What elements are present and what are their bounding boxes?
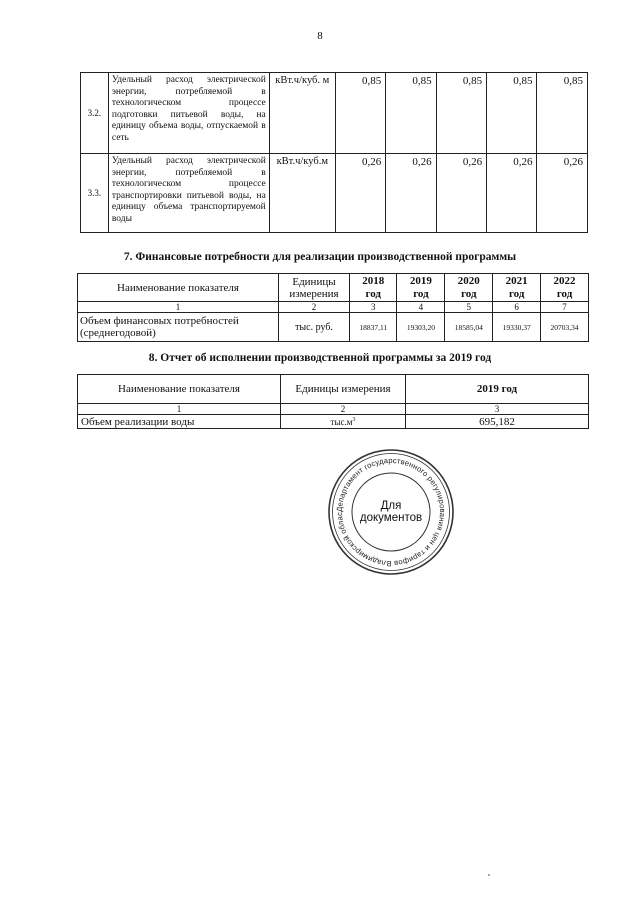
column-header-year: 2020 год	[445, 274, 493, 302]
column-index-row	[78, 302, 589, 313]
indicator-unit: тыс. руб.	[279, 313, 350, 342]
column-index: 6	[493, 302, 541, 313]
column-header-year: 2022 год	[541, 274, 589, 302]
indicator-name: Удельный расход электрической энергии, потребляемой в технологическом процессе транспортировки питьевой воды, на единицу объема транспортируемой воды	[108, 154, 269, 233]
indicator-value: 0,26	[487, 154, 537, 233]
indicator-value: 0,26	[386, 154, 436, 233]
row-number: 3.2.	[81, 73, 109, 154]
column-header-unit: Единицы измерения	[281, 375, 406, 404]
indicator-value: 0,26	[537, 154, 588, 233]
indicator-value: 19303,20	[397, 313, 445, 342]
table-row	[78, 415, 589, 429]
column-index: 1	[78, 404, 281, 415]
column-header-name: Наименование показателя	[78, 375, 281, 404]
column-index: 4	[397, 302, 445, 313]
indicator-value: 0,26	[436, 154, 486, 233]
stamp-center-text	[326, 447, 456, 577]
table-header-row	[78, 375, 589, 404]
indicator-value: 0,85	[436, 73, 486, 154]
column-index: 3	[350, 302, 397, 313]
column-index: 1	[78, 302, 279, 313]
indicator-unit: кВт.ч/куб. м	[269, 73, 335, 154]
section-8-title: 8. Отчет об исполнении производственной программы за 2019 год	[148, 352, 492, 364]
indicator-value: 18837,11	[350, 313, 397, 342]
indicator-unit: кВт.ч/куб.м	[269, 154, 335, 233]
official-stamp	[326, 447, 456, 577]
indicator-value: 0,26	[335, 154, 385, 233]
column-index: 2	[279, 302, 350, 313]
row-number: 3.3.	[81, 154, 109, 233]
column-header-year: 2019 год	[397, 274, 445, 302]
indicator-value: 18585,04	[445, 313, 493, 342]
scan-speck	[488, 874, 490, 876]
column-index: 2	[281, 404, 406, 415]
stamp-ring-text: Департамент государственного регулирования цен и тарифов Владимирской облас	[334, 455, 448, 569]
page-number: 8	[317, 30, 323, 42]
indicator-value: 695,182	[406, 415, 589, 429]
table-header-row	[78, 274, 589, 302]
column-index: 3	[406, 404, 589, 415]
program-report-table	[77, 374, 589, 429]
indicator-name: Объем реализации воды	[78, 415, 281, 429]
column-header-year: 2019 год	[406, 375, 589, 404]
table-row	[81, 154, 588, 233]
column-index: 5	[445, 302, 493, 313]
table-row	[81, 73, 588, 154]
financial-needs-table	[77, 273, 589, 342]
section-7-title: 7. Финансовые потребности для реализации производственной программы	[123, 251, 517, 263]
column-header-year: 2021 год	[493, 274, 541, 302]
indicator-value: 0,85	[386, 73, 436, 154]
indicator-unit: $тыс.м^3$	[281, 415, 406, 429]
indicator-name: Объем финансовых потребностей (среднегодовой)	[78, 313, 279, 342]
column-index-row	[78, 404, 589, 415]
indicator-name: Удельный расход электрической энергии, потребляемой в технологическом процессе подготовки питьевой воды, на единицу объема воды, отпускаемой в сеть	[108, 73, 269, 154]
indicator-value: 0,85	[335, 73, 385, 154]
column-index: 7	[541, 302, 589, 313]
column-header-year: 2018 год	[350, 274, 397, 302]
table-row	[78, 313, 589, 342]
column-header-unit: Единицы измерения	[279, 274, 350, 302]
column-header-name: Наименование показателя	[78, 274, 279, 302]
indicator-value: 0,85	[537, 73, 588, 154]
stamp-center-line: документов	[359, 512, 423, 524]
indicators-table	[80, 72, 588, 233]
indicator-value: 20703,34	[541, 313, 589, 342]
indicator-value: 0,85	[487, 73, 537, 154]
indicator-value: 19330,37	[493, 313, 541, 342]
stamp-center-line: Для	[380, 500, 402, 512]
